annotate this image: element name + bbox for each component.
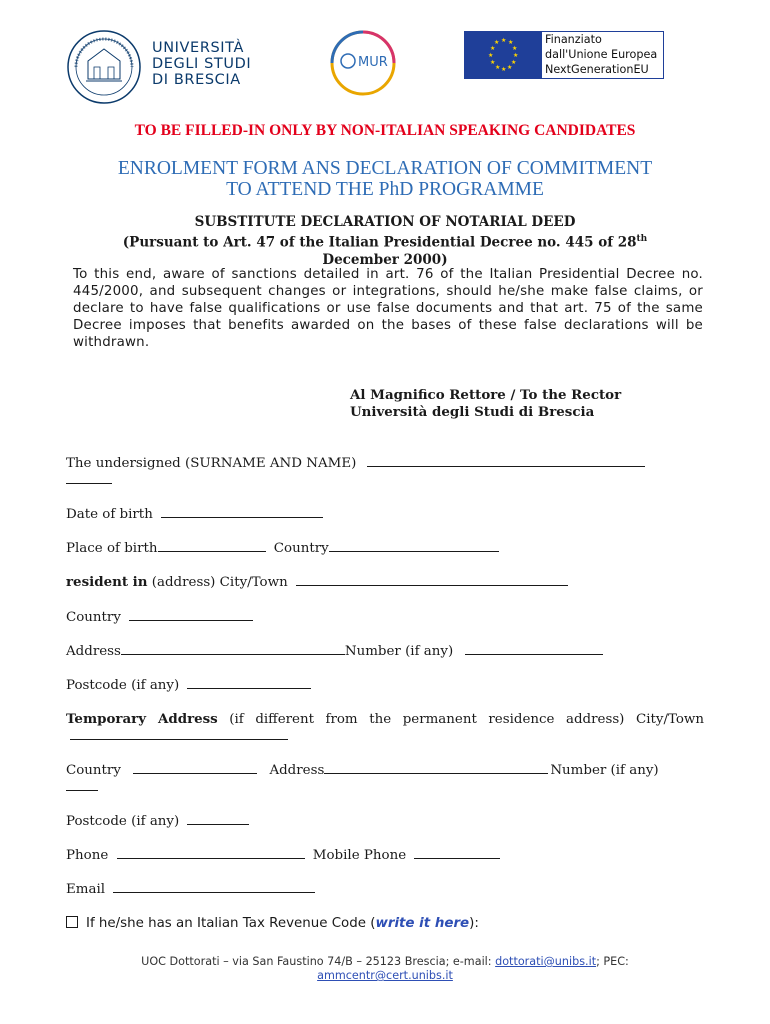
email-field[interactable]	[113, 881, 315, 893]
page-title	[0, 158, 770, 200]
undersigned-field[interactable]	[367, 455, 645, 467]
temp-country-field[interactable]	[133, 762, 257, 774]
temp-number-label: Number (if any)	[550, 763, 659, 778]
tax-code-write-link[interactable]: write it here	[375, 916, 470, 931]
pob-field[interactable]	[158, 540, 266, 552]
recipient-line-2: Università degli Studi di Brescia	[350, 404, 595, 420]
svg-text:★: ★	[507, 64, 513, 71]
eu-flag-icon	[464, 31, 542, 79]
resident-city-field[interactable]	[296, 574, 568, 586]
temp-postcode-row	[66, 813, 249, 830]
declaration-title: SUBSTITUTE DECLARATION OF NOTARIAL DEED	[194, 214, 576, 230]
resident-city-label: (address) City/Town	[151, 575, 288, 590]
postcode-field[interactable]	[187, 677, 311, 689]
eu-funding-text	[545, 32, 657, 77]
pob-label: Place of birth	[66, 541, 158, 556]
title-line-2: TO ATTEND THE PhD PROGRAMME	[226, 179, 544, 200]
tax-code-suffix: ):	[469, 916, 479, 931]
pursuant-line	[40, 231, 730, 252]
temp-address-label: Address	[269, 763, 325, 778]
resident-row	[66, 574, 568, 591]
eu-line-1: Finanziato	[545, 33, 602, 46]
svg-text:★: ★	[490, 45, 496, 52]
declaration-heading	[40, 214, 730, 269]
undersigned-field-cont[interactable]	[66, 472, 112, 484]
phone-field[interactable]	[117, 847, 305, 859]
resident-label: resident in	[66, 574, 148, 590]
tax-code-row	[66, 915, 479, 932]
dob-field[interactable]	[161, 506, 323, 518]
university-seal-logo	[66, 29, 142, 105]
address-row	[66, 643, 603, 660]
postcode-row	[66, 677, 311, 694]
pob-country-field[interactable]	[329, 540, 499, 552]
footer-pec-link[interactable]: ammcentr@cert.unibs.it	[317, 969, 453, 982]
temporary-city-field[interactable]	[70, 728, 288, 740]
footer-email-link[interactable]: dottorati@unibs.it	[495, 955, 597, 968]
temporary-city-label: (if different from the permanent residence address) City/Town	[229, 712, 705, 727]
university-name	[152, 40, 251, 88]
mur-logo	[328, 28, 398, 98]
pursuant-date: December 2000)	[322, 251, 448, 268]
eu-line-2: dall'Unione Europea	[545, 48, 658, 61]
recipient-line-1: Al Magnifico Rettore / To the Rector	[350, 387, 622, 403]
svg-text:★: ★	[501, 37, 507, 44]
place-of-birth-row	[66, 540, 499, 557]
university-line-3: DI BRESCIA	[152, 72, 241, 88]
temp-postcode-field[interactable]	[187, 813, 249, 825]
university-line-1: UNIVERSITÀ	[152, 40, 245, 56]
svg-text:★: ★	[495, 64, 501, 71]
svg-text:★: ★	[488, 52, 494, 59]
number-field[interactable]	[465, 643, 603, 655]
resident-country-label: Country	[66, 610, 121, 625]
postcode-label: Postcode (if any)	[66, 678, 180, 693]
dob-row	[66, 506, 323, 523]
title-line-1: ENROLMENT FORM ANS DECLARATION OF COMMITMENT	[117, 158, 653, 179]
footer-line-2	[0, 969, 770, 983]
svg-text:★: ★	[512, 45, 518, 52]
intro-paragraph: To this end, aware of sanctions detailed in art. 76 of the Italian Presidential Decree no. 445/2000, and subsequent changes or integrations, should he/she make false claims, or declare to have false qualifications or use false documents and that art. 75 of the same Decree imposes that benefits awarded on the bases of these false declarations will be withdrawn.	[73, 267, 703, 350]
temp-postcode-label: Postcode (if any)	[66, 814, 180, 829]
temp-number-field[interactable]	[66, 779, 98, 791]
phone-label: Phone	[66, 848, 109, 863]
dob-label: Date of birth	[66, 507, 153, 522]
tax-code-label: If he/she has an Italian Tax Revenue Code (	[86, 916, 376, 931]
resident-country-row	[66, 609, 253, 626]
footer-pec-label: ; PEC:	[596, 955, 629, 968]
undersigned-row	[66, 455, 704, 489]
svg-text:★: ★	[511, 59, 517, 66]
page-footer	[0, 955, 770, 983]
pursuant-text: (Pursuant to Art. 47 of the Italian Presidential Decree no. 445 of 28	[122, 234, 637, 251]
svg-text:★: ★	[494, 39, 500, 46]
svg-text:★: ★	[508, 39, 514, 46]
svg-text:★: ★	[490, 59, 496, 66]
undersigned-label: The undersigned (SURNAME AND NAME)	[66, 456, 357, 471]
temporary-address-row	[66, 711, 704, 745]
non-italian-notice: TO BE FILLED-IN ONLY BY NON-ITALIAN SPEAKING CANDIDATES	[134, 122, 636, 139]
mur-label: MUR	[358, 55, 388, 70]
address-field[interactable]	[121, 643, 345, 655]
footer-address: UOC Dottorati – via San Faustino 74/B – 25123 Brescia; e-mail:	[141, 955, 496, 968]
email-row	[66, 881, 315, 898]
number-label: Number (if any)	[344, 644, 454, 659]
temp-country-label: Country	[66, 763, 121, 778]
footer-line-1	[0, 955, 770, 969]
university-line-2: DEGLI STUDI	[152, 56, 252, 72]
resident-country-field[interactable]	[129, 609, 253, 621]
tax-code-checkbox[interactable]	[66, 916, 78, 928]
phone-row	[66, 847, 500, 864]
temporary-country-row	[66, 762, 704, 796]
recipient-block	[350, 387, 621, 421]
svg-text:★: ★	[513, 52, 519, 59]
svg-text:★: ★	[501, 66, 507, 73]
pob-country-label: Country	[273, 541, 329, 556]
mobile-field[interactable]	[414, 847, 500, 859]
email-label: Email	[66, 882, 106, 897]
address-label: Address	[66, 644, 121, 659]
temporary-label: Temporary Address	[66, 711, 218, 727]
mobile-label: Mobile Phone	[312, 848, 407, 863]
temp-address-field[interactable]	[324, 762, 548, 774]
eu-line-3: NextGenerationEU	[545, 63, 649, 76]
pursuant-sup: th	[636, 234, 648, 244]
